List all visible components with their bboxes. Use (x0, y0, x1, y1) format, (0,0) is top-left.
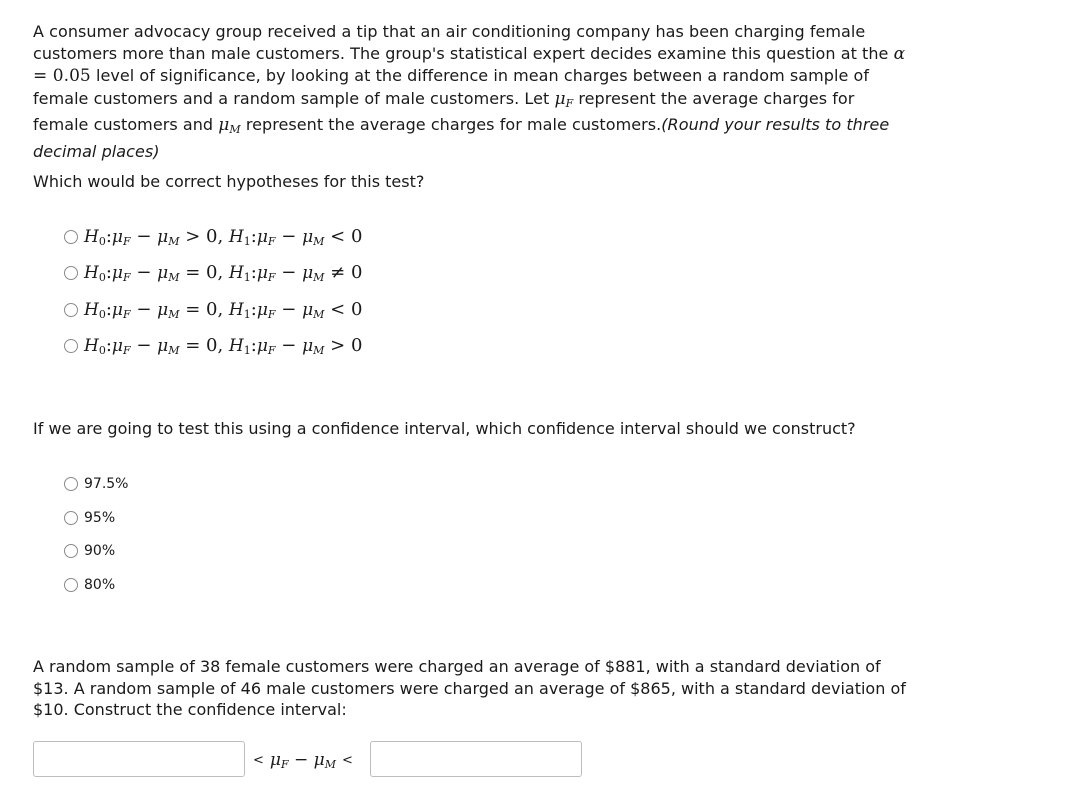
less-than-left: < (253, 752, 264, 768)
confidence-label: 97.5% (84, 476, 129, 492)
rounding-note: (Round your results to three decimal places) (33, 115, 890, 161)
radio-button[interactable] (64, 266, 78, 280)
alpha-value: = 0.05 (33, 66, 91, 86)
sample-description: A random sample of 38 female customers were charged an average of $881, with a standard deviation of $13. A random sample of 46 male customers were charged an average of $865, with a standard deviation of $10. Construct the confidence interval: (33, 657, 906, 719)
less-than-right: < (342, 752, 353, 768)
radio-button[interactable] (64, 339, 78, 353)
confidence-label: 90% (84, 543, 116, 559)
alpha-symbol: α (893, 43, 906, 64)
confidence-option[interactable] (64, 573, 115, 597)
confidence-option[interactable] (64, 539, 115, 563)
confidence-label: 95% (84, 510, 116, 526)
problem-intro: A consumer advocacy group received a tip that an air conditioning company has been charging female customers more than male customers. The group's statistical expert decides examine this question at the α = 0.05 level of significance, by looking at the difference in mean charges between a random sample of female customers and a random sample of male customers. Let $\mu_F$ represent the average charges for female customers and $\mu_M$ represent the average charges for male customers.(Round your results to three decimal places) (33, 22, 906, 161)
radio-button[interactable] (64, 230, 78, 244)
interval-expression (253, 749, 353, 771)
upper-bound-input[interactable] (370, 741, 582, 777)
hypothesis-label: $H0:\mu_F - \mu_M = 0$, $H1:\mu_F - \mu_M \ne 0$ (84, 262, 363, 284)
hypothesis-option[interactable] (64, 334, 362, 358)
radio-button[interactable] (64, 511, 78, 525)
hypothesis-label: $H0:\mu_F - \mu_M = 0$, $H1:\mu_F - \mu_M > 0$ (84, 335, 363, 357)
confidence-option[interactable] (64, 472, 128, 496)
hypothesis-option[interactable] (64, 298, 362, 322)
question-hypotheses: Which would be correct hypotheses for this test? (33, 172, 425, 191)
radio-button[interactable] (64, 578, 78, 592)
hypothesis-option[interactable] (64, 225, 362, 249)
hypothesis-label: $H0:\mu_F - \mu_M > 0$, $H1:\mu_F - \mu_M < 0$ (84, 226, 363, 248)
hypothesis-label: $H0:\mu_F - \mu_M = 0$, $H1:\mu_F - \mu_M < 0$ (84, 299, 363, 321)
radio-button[interactable] (64, 477, 78, 491)
mu-m-symbol: $\mu_M$ (218, 115, 241, 136)
mu-difference: $\mu_F - \mu_M$ (269, 749, 336, 771)
radio-button[interactable] (64, 544, 78, 558)
confidence-label: 80% (84, 577, 116, 593)
mu-f-symbol: $\mu_F$ (554, 88, 574, 110)
radio-button[interactable] (64, 303, 78, 317)
lower-bound-input[interactable] (33, 741, 245, 777)
question-confidence-interval: If we are going to test this using a confidence interval, which confidence interval should we construct? (33, 419, 856, 438)
confidence-option[interactable] (64, 506, 115, 530)
hypothesis-option[interactable] (64, 261, 362, 285)
